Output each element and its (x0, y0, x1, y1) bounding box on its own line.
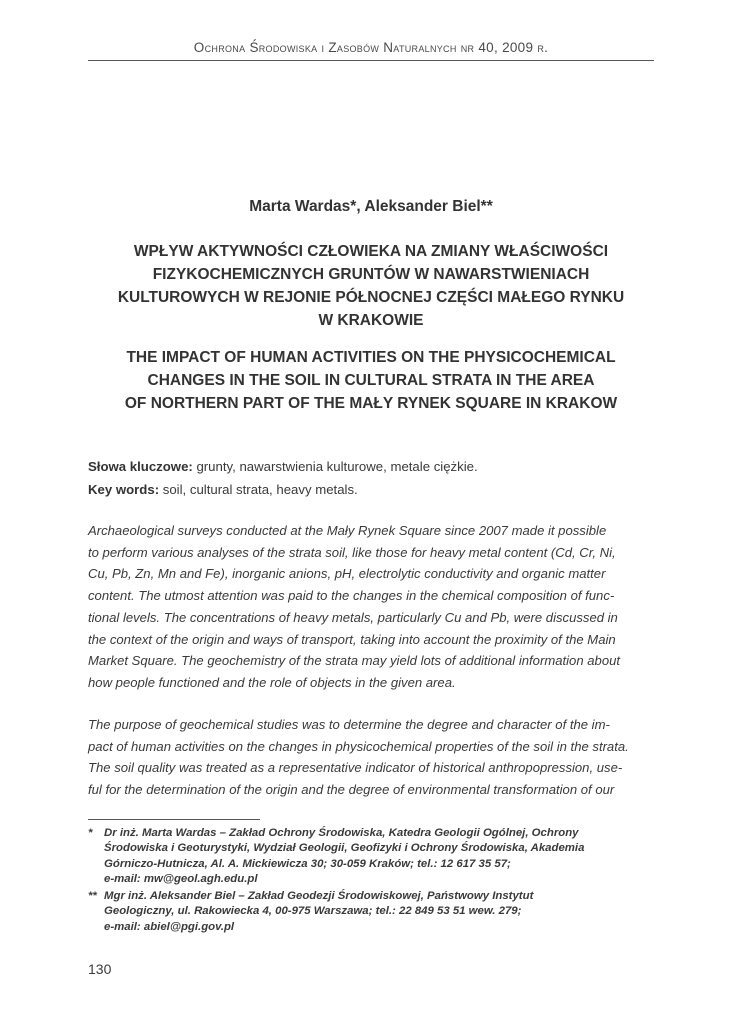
text-line: The purpose of geochemical studies was to determine the degree and character of the im- (88, 717, 610, 732)
text-line: tional levels. The concentrations of heavy metals, particularly Cu and Pb, were discussed in (88, 609, 618, 625)
footnote-divider (88, 819, 260, 820)
header-divider (88, 60, 654, 61)
footnote-line: e-mail: mw@geol.agh.edu.pl (104, 873, 258, 886)
footnote-line: Górniczo-Hutnicza, Al. A. Mickiewicza 30; 30-059 Kraków; tel.: 12 617 35 57; (104, 857, 511, 870)
keywords-polish (88, 459, 654, 474)
text-line: ful for the determination of the origin and the degree of environmental transformation of our (88, 782, 615, 798)
keywords-en-value: soil, cultural strata, heavy metals. (159, 482, 358, 497)
keywords-pl-value: grunty, nawarstwienia kulturowe, metale ciężkie. (192, 459, 478, 474)
title-english (88, 346, 654, 415)
title-en-line: CHANGES IN THE SOIL IN CULTURAL STRATA IN THE AREA (147, 372, 595, 389)
footnote-mark: ** (88, 890, 97, 902)
text-line: Cu, Pb, Zn, Mn and Fe), inorganic anions, pH, electrolytic conductivity and organic matter (88, 566, 606, 582)
article-authors: Marta Wardas*, Aleksander Biel** (249, 198, 493, 215)
title-pl-line: W KRAKOWIE (318, 312, 424, 329)
text-line: the context of the origin and ways of transport, taking into account the proximity of the Main (88, 631, 616, 647)
footnote-author-1 (88, 826, 654, 888)
footnote-line: Dr inż. Marta Wardas – Zakład Ochrony Środowiska, Katedra Geologii Ogólnej, Ochrony (104, 827, 579, 839)
running-header: Ochrona Środowiska i Zasobów Naturalnych nr 40, 2009 r. (193, 40, 549, 55)
title-polish (88, 240, 654, 332)
footnote-line: Środowiska i Geoturystyki, Wydział Geologii, Geofizyki i Ochrony Środowiska, Akademia (104, 842, 585, 855)
title-en-line: OF NORTHERN PART OF THE MAŁY RYNEK SQUARE IN KRAKOW (124, 395, 618, 412)
text-line: Market Square. The geochemistry of the strata may yield lots of additional information about (88, 653, 621, 669)
text-line: Archaeological surveys conducted at the Mały Rynek Square since 2007 made it possible (88, 523, 607, 538)
text-line: to perform various analyses of the strata soil, like those for heavy metal content (Cd, Cr, Ni, (88, 544, 616, 560)
keywords-english (88, 482, 654, 497)
footnote-line: Mgr inż. Aleksander Biel – Zakład Geodezji Środowiskowej, Państwowy Instytut (104, 890, 534, 902)
footnote-mark: * (88, 827, 93, 839)
title-pl-line: FIZYKOCHEMICZNYCH GRUNTÓW W NAWARSTWIENIACH (152, 266, 590, 283)
footnote-line: Geologiczny, ul. Rakowiecka 4, 00-975 Warszawa; tel.: 22 849 53 51 wew. 279; (104, 905, 522, 918)
keywords-pl-label: Słowa kluczowe: (88, 459, 193, 474)
text-line: The soil quality was treated as a representative indicator of historical anthropopression, use- (88, 760, 623, 776)
footnote-line: e-mail: abiel@pgi.gov.pl (104, 920, 235, 933)
abstract-paragraph (88, 520, 654, 694)
text-line: pact of human activities on the changes in physicochemical properties of the soil in the strata. (88, 738, 629, 754)
footnote-author-2 (88, 889, 654, 935)
text-line: content. The utmost attention was paid to the changes in the chemical composition of func- (88, 588, 615, 604)
text-line: how people functioned and the role of objects in the given area. (88, 674, 456, 690)
title-pl-line: KULTUROWYCH W REJONIE PÓŁNOCNEJ CZĘŚCI MAŁEGO RYNKU (117, 289, 625, 306)
title-en-line: THE IMPACT OF HUMAN ACTIVITIES ON THE PHYSICOCHEMICAL (126, 349, 616, 366)
intro-paragraph (88, 714, 654, 801)
keywords-en-label: Key words: (88, 482, 160, 497)
title-pl-line: WPŁYW AKTYWNOŚCI CZŁOWIEKA NA ZMIANY WŁAŚCIWOŚCI (133, 243, 609, 260)
page-number: 130 (88, 961, 112, 977)
